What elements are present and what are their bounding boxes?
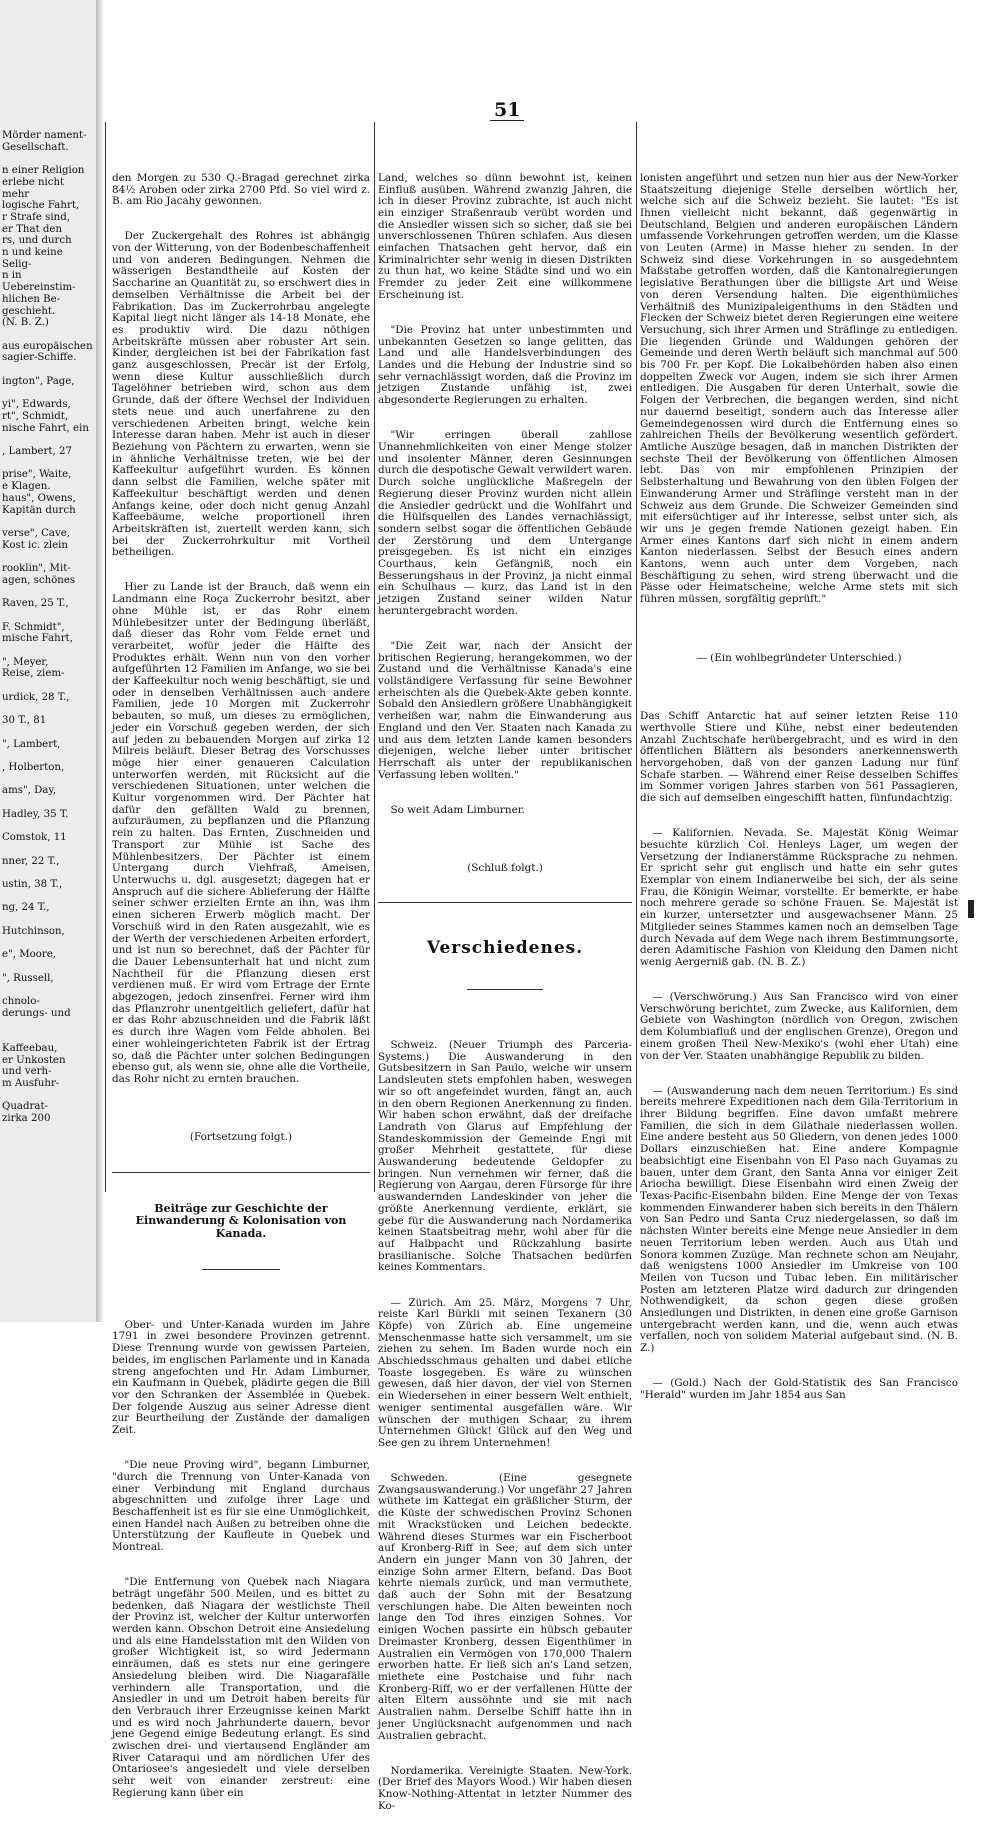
paragraph: Ober- und Unter-Kanada wurden im Jahre 1791 in zwei besondere Provinzen getrennt. Diese Trennung wurde von gewissen Parteien, beides, im englischen Parlamente und in Kanada streng angefochten und Hr. Adam Limburner, ein Kaufmann in Quebek, plädirte gegen die Bill vor den Schranken der Assemblée in Quebek. Der folgende Auszug aus seiner Adresse dient zur Beurtheilung der Zustände der damaligen Zeit.: [112, 1318, 374, 1437]
fragment-line: Kost ic. zlein: [2, 539, 68, 551]
fragment-line: Gesellschaft.: [2, 141, 69, 153]
paragraph: So weit Adam Limburner.: [390, 803, 525, 816]
fragment-line: e Klagen.: [2, 481, 51, 493]
fragment-line: ", Russell,: [2, 972, 54, 984]
fragment-line: [2, 516, 94, 528]
paragraph: Land, welches so dünn bewohnt ist, keinen Einfluß ausüben. Während zwanzig Jahren, die ich in dieser Provinz zubrachte, ist auch nicht ein einziger Straßenraub verübt worden und die Ansiedler wissen sich so sicher, daß sie bei unverschlossenen Thüren schlafen. Aus diesen einfachen Thatsachen geht hervor, daß ein Kriminalrichter sehr wenig in diesen Distrikten zu thun hat, wo keine Städte sind und wo ein Fremder zu jeder Zeit eine willkommene Erscheinung ist.: [378, 171, 636, 301]
fragment-line: erlebe nicht mehr: [2, 176, 68, 200]
heading-divider: [467, 989, 543, 990]
fragment-line: und verh-: [2, 1066, 52, 1078]
fragment-line: [2, 961, 94, 973]
paragraph: "Die neue Proving wird", begann Limburner, "durch die Trennung von Unter-Kanada von einer Verbindung mit England durchaus abgeschnitten und zufolge ihrer Lage und Beschaffenheit ist es für sie eine Unmöglichkeit, einen Handel nach Außen zu betreiben ohne die Unterstützung der Kaufleute in Quebek und Montreal.: [112, 1459, 374, 1554]
fragment-line: ington", Page,: [2, 375, 75, 387]
fragment-line: Kaffeebau,: [2, 1042, 58, 1054]
fragment-line: [2, 820, 94, 832]
kanada-article-body: [112, 1296, 374, 1823]
fragment-line: Reise, ziem-: [2, 668, 65, 680]
fragment-line: aus europäischen: [2, 340, 93, 352]
fragment-line: [2, 458, 94, 470]
article-column-1: [112, 126, 374, 1799]
fragment-line: [2, 645, 94, 657]
miscellaneous-news-items: [640, 688, 962, 1425]
fragment-line: [2, 844, 94, 856]
paragraph: "Die Entfernung von Quebek nach Niagara beträgt ungefähr 500 Meilen, und es bittet zu bedenken, daß Niagara der westlichste Theil der Provinz ist, welcher der Kultur unterworfen werden kann. Obschon Detroit eine Ansiedelung und als eine Handelsstation mit den Wilden von großer Wichtigkeit ist, so wird Jedermann einräumen, daß es stets nur eine geringere Ansiedelung bleiben wird. Die Niagarafälle verhindern alle Transportation, und die Ansiedler in und um Detroit haben bereits für den Verbrauch ihrer Erzeugnisse keinen Markt und es wird noch Jahrhunderte dauern, bevor jene Gegend einige Bedeutung erlangt. Es sind zwischen drei- und viertausend Engländer am River Cataraqui und am nördlichen Ufer des Ontariosee's angesiedelt und viele derselben sehr weit von einander zerstreut: eine Regierung kann über ein: [112, 1576, 374, 1799]
fragment-line: [2, 727, 94, 739]
fragment-line: ustin, 38 T.,: [2, 879, 63, 890]
paragraph: den Morgen zu 530 Q.-Bragad gerechnet zirka 84½ Aroben oder zirka 2700 Pfd. So viel wird z. B. am Rio Jacahy gewonnen.: [112, 171, 374, 208]
column-rule-left: [105, 122, 106, 1192]
fragment-line: er Unkosten: [2, 1054, 66, 1066]
fragment-line: [2, 1019, 94, 1031]
fragment-line: agen, schönes: [2, 574, 76, 586]
page-gutter-shadow: [96, 0, 104, 1322]
paragraph: — Zürich. Am 25. März, Morgens 7 Uhr, reiste Karl Bürkli mit seinen Texanern (30 Köpfe) von Zürich ab. Eine ungemeine Menschenmasse hatte sich versammelt, um sie ziehen zu sehen. Im Baden wurde noch ein Abschiedsschmaus gehalten und dabei etliche Toaste losgegeben. Es wäre zu wünschen gewesen, daß hier davon, der viel von Sternen ein Wiedersehen in einer bessern Welt enthielt, weniger sentimental ausgefallen wäre. Wir wünschen der muthigen Schaar, zu ihrem Unternehmen Glück! Glück auf den Weg und See gen zu ihrem Unternehmen!: [378, 1296, 636, 1449]
fragment-line: [2, 586, 94, 598]
section-divider: [112, 1172, 370, 1173]
fragment-line: mische Fahrt,: [2, 633, 73, 645]
fragment-line: hlichen Be-: [2, 293, 61, 305]
miscellaneous-news-body: [378, 1017, 636, 1836]
continuation-note: (Schluß folgt.): [467, 862, 543, 875]
fragment-line: Comstok, 11: [2, 832, 67, 844]
article-heading-kanada: Beiträge zur Geschichte der Einwanderung & Kolonisation von Kanada.: [135, 1201, 351, 1240]
fragment-line: [2, 387, 94, 399]
fragment-line: n in Uebereinstim-: [2, 270, 76, 294]
fragment-line: rt", Schmidt,: [2, 410, 69, 422]
fragment-line: [2, 610, 94, 622]
paragraph: Der Zuckergehalt des Rohres ist abhängig von der Witterung, von der Bodenbeschaffenheit und von anderen Bedingungen. Nehmen die wässerigen Bestandtheile auf Kosten der Saccharine an Quantität zu, so erschwert dies in demselben Verhältnisse die Arbeit bei der Fabrikation. Das im Zuckerrohrbau angelegte Kapital liegt nicht länger als 14-18 Monate, ehe es produktiv wird. Die dazu nöthigen Arbeitskräfte müssen aber robuster Art sein. Kinder, dergleichen ist bei der Fabrikation fast ganz ausgeschlossen, Precär ist der Erfolg, wenn diese Kultur ausschließlich durch Tagelöhner betrieben wird, schon aus dem Grunde, daß der öftere Wechsel der Individuen stets neue und auch unerfahrene zu den verschiedenen Arbeiten bringt, welche kein Interesse daran haben. Mehr ist auch in dieser Beziehung von Pächtern zu erwarten, wenn sie in ähnliche Verhältnisse treten, wie bei der Kaffeekultur aufgeführt wurden. Es können dann selbst die Familien, welche später mit Kaffeekultur beschäftigt werden und denen Anfangs keine, oder doch nicht genug Anzahl Kaffeebäume, welche proportionell ihren Arbeitskräften ist, zuerteilt werden kann, sich bei der Zuckerrohrkultur mit Vortheil betheiligen.: [112, 230, 374, 559]
fragment-line: [2, 797, 94, 809]
fragment-line: m Ausfuhr-: [2, 1077, 60, 1089]
paragraph: — (Auswanderung nach dem neuen Territorium.) Es sind bereits mehrere Expeditionen nach dem Gila-Territorium in ihrer Bildung begriffen. Eine davon umfaßt mehrere Familien, die sich in dem Gilathale niederlassen wollen. Eine andere besteht aus 50 Gliedern, von denen jedes 1000 Dollars einzuschießen hat. Eine andere Kompagnie beabsichtigt eine Eisenbahn von El Paso nach Guyamas zu bauen, unter dem Grant, den Santa Anna vor einiger Zeit Ariocha bewilligt. Diese Eisenbahn wird einen Zweig der Texas-Pacific-Eisenbahn bilden. Eine Menge der von Texas kommenden Einwanderer haben sich bereits in den Thälern von San Pedro und Santa Cruz niedergelassen, so daß im nächsten Winter bereits eine Menge neue Ansiedler in dem neuen Territorium leben werden. Auch aus Utah und Sonora kommen Zuzüge. Man rechnete schon am Neujahr, daß wenigstens 1000 Ansiedler im Umkreise von 100 Meilen von Tucson und Tubac leben. Ein militärischer Posten am letzteren Platze wird dadurch zur dringenden Nothwendigkeit, da schon gegen diese großen Ansiedlungen und Distrikten, in denen eine große Garnison untergebracht werden kann, und die, wenn auch etwas verfallen, noch von solidem Material aufgebaut sind. (N. B. Z.): [640, 1084, 962, 1355]
fragment-line: yi", Edwards,: [2, 399, 71, 411]
binding-mark: [968, 900, 974, 918]
fragment-line: n und keine Selig-: [2, 247, 66, 270]
paragraph: Schweden. (Eine gesegnete Zwangsauswanderung.) Vor ungefähr 27 Jahren wüthete im Kattegat ein gräßlicher Sturm, der die Küste der schwedischen Provinz Schonen mit Wrackstücken und Leichen bedeckte. Während dieses Sturmes war ein Fischerboot auf Kronberg-Riff in See, auf dem sich unter Andern ein junger Mann von 30 Jahren, der einzige Sohn armer Eltern, befand. Das Boot kehrte niemals zurück, und man vermuthete, daß auch der Sohn mit der Besatzung verschlungen habe. Die Alten beweinten noch lange den Tod ihres einzigen Sohnes. Vor einigen Wochen passirte ein hübsch gebauter Dreimaster Kronberg, dessen Eigenthümer in Australien ein Vermögen von 170,000 Thalern erworben hatte. Er ließ sich an's Land setzen, miethete eine Postchaise und fuhr nach Kronberg-Riff, wo er der verfallenen Hütte der alten Eltern aussöhnte und sie mit nach Australien nahm. Derselbe Schiff hatte ihn in jener Unglücksnacht aufgenommen und nach Australien gebracht.: [378, 1472, 636, 1742]
fragment-line: geschieht.: [2, 305, 56, 317]
fragment-line: haus", Owens,: [2, 492, 76, 504]
fragment-line: logische Fahrt,: [2, 200, 80, 212]
column-rule-1: [374, 122, 375, 1192]
fragment-line: nner, 22 T.,: [2, 855, 60, 867]
fragment-line: nische Fahrt, ein: [2, 422, 89, 434]
paragraph: — (Verschwörung.) Aus San Francisco wird von einer Verschwörung berichtet, zum Zwecke, aus Kalifornien, dem Gebiete von Washington (nördlich von Oregon, zwischen dem Kolumbiafluß und der englischen Grenze), Oregon und einem großen Theil New-Mexiko's (wohl eher Utah) eine von der Ver. Staaten unabhängige Republik zu bilden.: [640, 991, 962, 1062]
fragment-line: ", Meyer,: [2, 656, 49, 668]
fragment-line: ng, 24 T.,: [2, 902, 50, 914]
section-divider: [378, 902, 632, 903]
fragment-line: [2, 891, 94, 903]
fragment-line: derungs- und: [2, 1007, 71, 1019]
fragment-line: rooklin", Mit-: [2, 563, 71, 575]
continuation-note: (Fortsetzung folgt.): [189, 1131, 293, 1144]
fragment-line: urdick, 28 T.,: [2, 691, 70, 703]
fragment-line: sagier-Schiffe.: [2, 352, 77, 364]
fragment-line: [2, 153, 94, 165]
fragment-line: verse", Cave,: [2, 527, 70, 539]
heading-divider: [202, 1269, 279, 1270]
fragment-line: , Lambert, 27: [2, 445, 72, 457]
fragment-line: zirka 200: [2, 1113, 51, 1125]
fragment-line: [2, 867, 94, 879]
paragraph: Hier zu Lande ist der Brauch, daß wenn ein Landmann eine Roça Zuckerrohr besitzt, aber ohne Mühle ist, er das Rohr einem Mühlebesitzer unter der Bedingung überläßt, daß dieser das Rohr vom Felde ernet und verarbeitet, wofür jeder die Hälfte des Produktes erhält. Wenn nun von den vorher aufgeführten 12 Familien im Anfange, wo sie bei der Kaffeekultur noch wenig beschäftigt, sie und oder in denselben Verhältnissen auch andere Familien, jede 10 Morgen mit Zuckerrohr bebauten, so muß, um dieses zu ermöglichen, jeder ein Vorschuß gegeben werden, der sich auf jeden zu bebauenden Morgen auf zirka 12 Milreis beläuft. Dieser Betrag des Vorschusses möge hier einer genaueren Calculation unterworfen werden, mit Rücksicht auf die verschiedenen Situationen, unter welchen die Kultur vorgenommen wird. Der Pächter hat dafür den gefällten Wald zu brennen, aufzuräumen, zu bepflanzen und die Pflanzung rein zu halten. Das Ernten, Zuschneiden und Transport zur Mühle ist Sache des Mühlenbesitzers. Der Pächter ist einem Untergang durch Viehfraß, Ameisen, Unterwuchs u. dgl. ausgesetzt; dagegen hat er Anspruch auf die sichere Ablieferung der Hälfte seiner schwer erzielten Ernte an ihn, was ihm einen sicheren Erwerb möglich macht. Der Vorschuß wird in den Raten ausgezahlt, wie es der Werth der verschiedenen Arbeiten erfordert, und ist nun so berechnet, daß der Pächter für die Dauer Lebensunterhalt hat und nicht zum Nachtheil für die Pflanzung diesen erst verdienen muß. Er wird vom Ertrage der Ernte abgezogen, jedoch zinsenfrei. Ferner wird ihm das Pflanzrohr unentgeltlich geliefert, dafür hat er das Rohr abzuschneiden und die Fabrik läßt es durch ihre Wagen vom Felde abholen. Bei einer wohleingerichteten Fabrik ist der Ertrag so, daß die Pächter unter solchen Bedingungen ebenso gut, als wenn sie, ohne alle die Vortheile, das Rohr nicht zu ernten brauchen.: [112, 581, 374, 1085]
fragment-line: (N. B. Z.): [2, 317, 49, 329]
fragment-line: Hutchinson,: [2, 925, 65, 937]
paragraph: — Kalifornien. Nevada. Se. Majestät König Weimar besuchte kürzlich Col. Henleys Lager, um wegen der Versetzung der Indianerstämme Rücksprache zu nehmen. Er spricht sehr gut englisch und hatte ein sehr gutes Exemplar von einem Indianerweibe bei sich, der als seine Frau, die Königin Weimar, vorstellte. Er bemerkte, er habe noch mehrere gerade so schöne Frauen. Se. Majestät ist ein kurzer, untersetzter und ausgewachsener Mann. 25 Mitglieder seines Stammes kamen noch an demselben Tage durch Nevada auf dem Wege nach ihrem Bestimmungsorte, deren Adamitische Fashion von Kleidung den Damen nicht wenig Aergerniß gab. (N. B. Z.): [640, 827, 962, 968]
kanada-article-continued: [378, 149, 636, 839]
fragment-line: [2, 703, 94, 715]
article-column-3: [640, 126, 962, 1401]
paragraph: — (Gold.) Nach der Gold-Statistik des San Francisco "Herald" wurden im Jahr 1854 aus San: [640, 1377, 962, 1401]
fragment-line: n einer Religion: [2, 165, 85, 177]
fragment-line: , Holberton,: [2, 761, 65, 773]
article-column-2: [378, 126, 636, 1812]
paragraph: Schweiz. (Neuer Triumph des Parceria-Systems.) Die Auswanderung in den Gutsbesitzern in San Paulo, welche wir unsern Landsleuten stets empfohlen haben, weswegen wir so oft angefeindet wurden, fängt an, auch in den obern Regionen Anerkennung zu finden. Wir haben schon erwähnt, daß der dreifache Landrath von Glarus auf Empfehlung der Standeskommission der Gemeinde Engi mit großer Mehrheit gestattete, für diese Auswanderung bedeutende Geldopfer zu bringen. Nun vernehmen wir ferner, daß die Regierung von Aargau, deren Fürsorge für ihre auswandernden Landeskinder von jeher die größte Anerkennung verdiente, erklärt, sie gebe für die Auswanderung nach Nordamerika keinen Staatsbeitrag mehr, wohl aber für die auf Halbpacht und Rückzahlung basirte brasilianische. Solche Thatsachen bedürfen keines Kommentars.: [378, 1039, 636, 1274]
fragment-line: F. Schmidt",: [2, 621, 65, 633]
facing-page-text-fragment: [2, 130, 94, 1190]
fragment-line: prise", Waite,: [2, 469, 72, 481]
fragment-line: Mörder nament-: [2, 130, 87, 141]
fragment-line: Raven, 25 T.,: [2, 598, 69, 610]
fragment-line: [2, 329, 94, 341]
fragment-line: er That den: [2, 223, 63, 235]
fragment-line: [2, 984, 94, 996]
item-subheading: — (Ein wohlbegründeter Unterschied.): [696, 651, 902, 664]
paragraph: "Wir erringen überall zahllose Unannehmlichkeiten von einer Menge stolzer und insolenter Männer, deren Gesinnungen durch die despotische Gewalt verwildert waren. Durch solche unglückliche Maßregeln der Regierung dieser Provinz wurden nicht allein die Ansiedler gedrückt und die Wohlfahrt und die Hülfsquellen des Landes vernachlässigt, sondern selbst sogar die öffentlichen Gebäude der Zerstörung und dem Untergange preisgegeben. Es ist nicht ein einziges Courthaus, kein Gefängniß, noch ein Besserungshaus in der Provinz, ja nicht einmal ein Schulhaus — kurz, das Land ist in den jetzigen Zustand seiner wilden Natur heruntergebracht worden.: [378, 429, 636, 617]
fragment-line: [2, 1031, 94, 1043]
paragraph: Nordamerika. Vereinigte Staaten. New-York. (Der Brief des Mayors Wood.) Wir haben diesen Know-Nothing-Attentat in letzter Nummer des Ko-: [378, 1764, 636, 1812]
fragment-line: chnolo-: [2, 996, 40, 1008]
paragraph: "Die Provinz hat unter unbestimmten und unbekannten Gesetzen so lange gelitten, das Land und alle Handelsverbindungen des Landes und die Hebung der Industrie sind so sehr vernachlässigt worden, daß die Provinz im jetzigen Zustande unfähig ist, zwei abgesonderte Regierungen zu erhalten.: [378, 323, 636, 407]
fragment-line: r Strafe sind,: [2, 211, 70, 223]
sugar-article-body: [112, 149, 374, 1109]
fragment-line: [2, 364, 94, 376]
fragment-line: ams", Day,: [2, 785, 57, 797]
fragment-line: Hadley, 35 T.: [2, 808, 69, 820]
fragment-line: 30 T., 81: [2, 715, 47, 727]
fragment-line: e", Moore,: [2, 949, 57, 961]
fragment-line: [2, 434, 94, 446]
fragment-line: Kapitän durch: [2, 504, 76, 516]
fragment-line: [2, 1090, 94, 1102]
fragment-line: [2, 914, 94, 926]
fragment-line: [2, 551, 94, 563]
fragment-line: rs, und durch: [2, 235, 72, 247]
fragment-line: [2, 938, 94, 950]
paragraph: lonisten angeführt und setzen nun hier aus der New-Yorker Staatszeitung diejenige Stelle derselben wörtlich her, welche sich auf die Schweiz bezieht. Sie lautet: "Es ist Ihnen vielleicht nicht bekannt, daß gegenwärtig in Deutschland, Belgien und anderen europäischen Ländern umfassende Vorkehrungen getroffen werden, um die Klasse von Leuten (Arme) in Masse hieher zu senden. In der Schweiz sind diese Vorkehrungen in so ausgedehntem Maßstabe getroffen worden, daß die Kantonalregierungen legislative Berathungen über die billigste Art und Weise von deren Versendung halten. Die eigenthümliches Verhältniß des Munizipaleigenthums in den Städten und Flecken der Schweiz bietet deren Regierungen eine weitere Versuchung, sich ihrer Armen und Sträflinge zu entledigen. Die liegenden Gründe und Waldungen gehören der Gemeinde und deren Werth beläuft sich manchmal auf 500 bis 700 Fr. per Kopf. Die Lokalbehörden haben also einen doppelten Zweck vor Augen, indem sie sich ihrer Armen entledigen. Die Ausgaben für deren Unterhalt, sowie die Folgen der Verbrechen, die begangen werden, sind nicht nur dauernd beseitigt, sondern auch das Interesse aller Gemeindegenossen wird durch die Entfernung eines so zahlreichen Theils der Bevölkerung wesentlich gefördert. Amtliche Auszüge besagen, daß in manchen Distrikten der sechste Theil der Bevölkerung von öffentlichen Almosen lebt. Das von mir empfohlenen Prinzipien der Selbsterhaltung und Bewahrung von den üblen Folgen der Einwanderung Armer und Sträflinge versteht man in der Schweiz aus dem Grunde. Die Schweizer Gemeinden sind mit eifersüchtiger auf ihr Interesse, selbst unter sich, als wir uns je gegen fremde Nationen gezeigt haben. Ein Armer eines Kantons darf sich nicht in einem andern Kanton niederlassen. Selbst der Besuch eines andern Kantons, wenn auch unter dem Vorgeben, nach Beschäftigung zu sehen, wird streng überwacht und die Pässe oder Heimatscheine, welche Arme stets mit sich führen müssen, sorgfältig geprüft.": [640, 171, 962, 606]
page-number: 51: [490, 100, 524, 121]
section-heading-verschiedenes: Verschiedenes.: [426, 937, 584, 958]
miscellaneous-news-continued: [640, 149, 962, 629]
paragraph: "Die Zeit war, nach der Ansicht der britischen Regierung, herangekommen, wo der Zustand und die Verhältnisse Kanada's eine vollständigere Verfassung für seine Bewohner erheischten als die Quebek-Akte geben konnte. Sobald den Ansiedlern größere Unabhängigkeit verheißen war, nahm die Einwanderung aus England und den Ver. Staaten nach Kanada zu und aus dem letzten Lande kamen besonders diejenigen, welche lieber unter britischer Herrschaft als unter der republikanischen Verfassung leben wollten.": [378, 639, 636, 781]
fragment-line: Quadrat-: [2, 1101, 48, 1113]
fragment-line: [2, 680, 94, 692]
column-rule-2: [636, 122, 637, 1192]
paragraph: Das Schiff Antarctic hat auf seiner letzten Reise 110 werthvolle Stiere und Kühe, nebst einer bedeutenden Anzahl Zuchtschafe herübergebracht, und es wird in den öffentlichen Blättern als besonders anerkennenswerth hervorgehoben, daß von der ganzen Ladung nur fünf Schafe starben. — Während einer Reise desselben Schiffes im Sommer vorigen Jahres starben von 561 Passagieren, die sich auf demselben eingeschifft hatten, fünfundachtzig.: [640, 710, 962, 805]
fragment-line: [2, 774, 94, 786]
fragment-line: [2, 750, 94, 762]
fragment-line: ", Lambert,: [2, 738, 61, 750]
